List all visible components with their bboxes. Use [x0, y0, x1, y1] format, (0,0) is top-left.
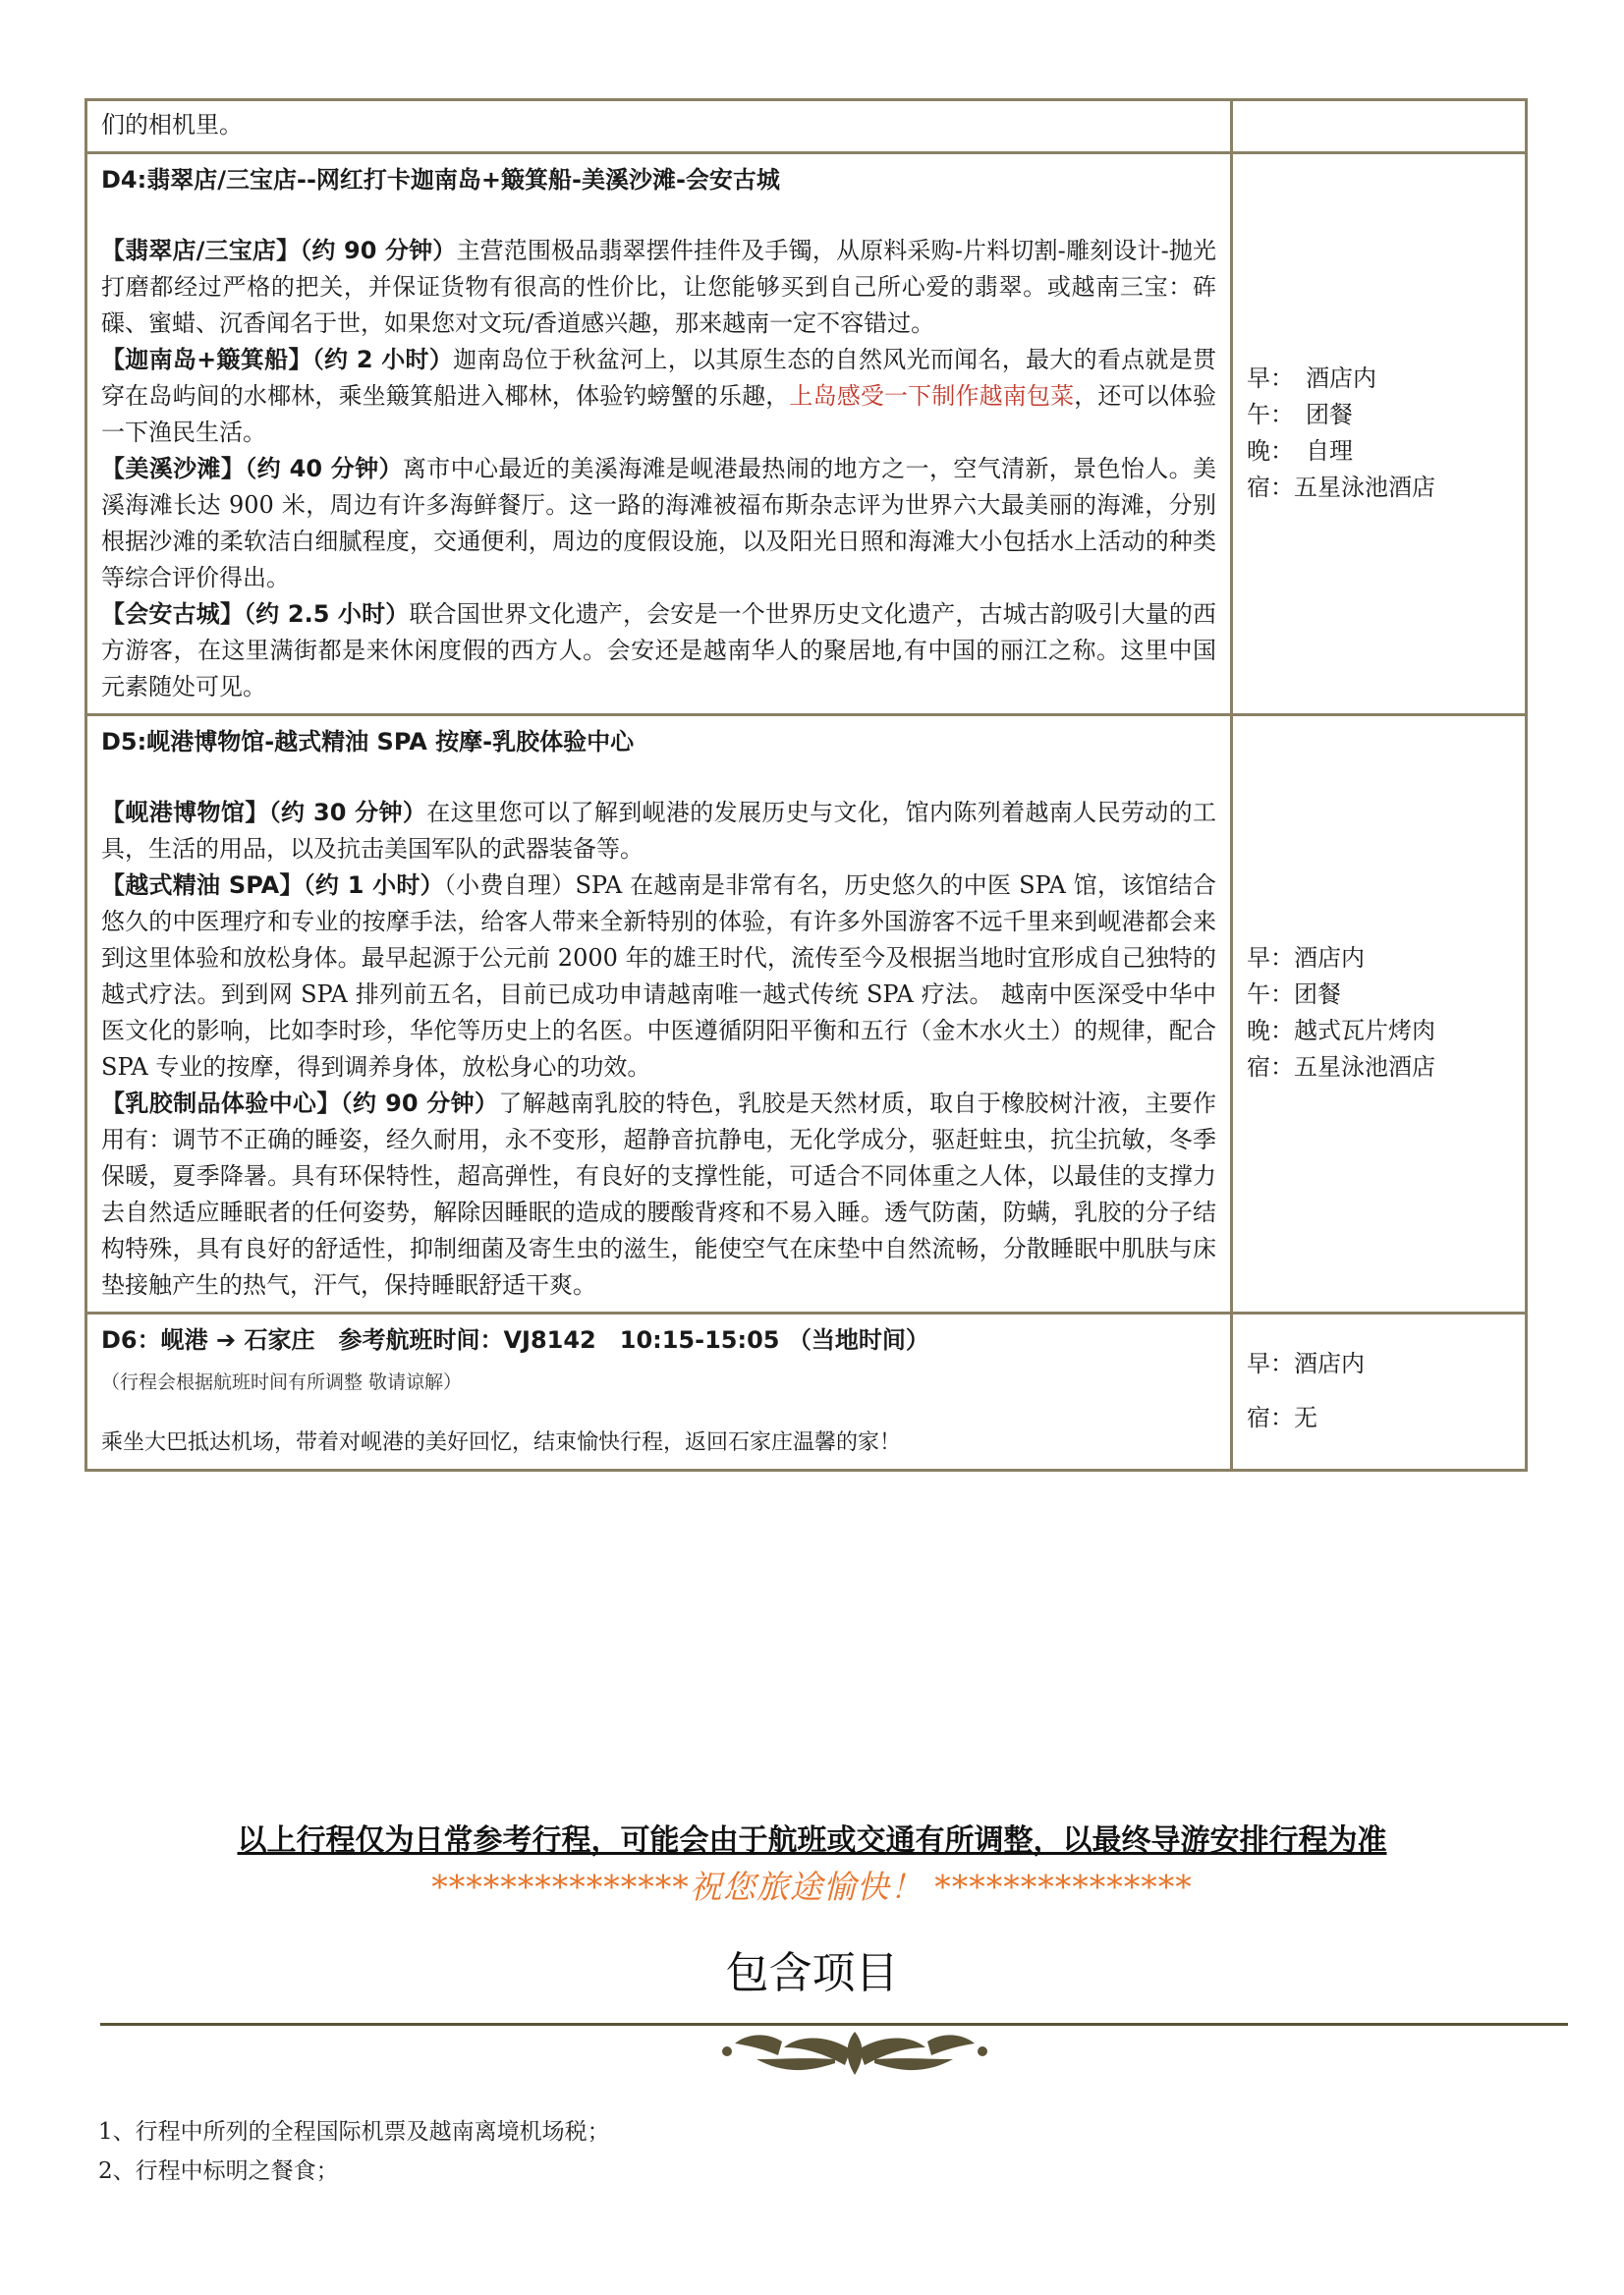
- d4-hoian-heading: 【会安古城】: [101, 600, 245, 628]
- section-title-included: 包含项目: [725, 1948, 899, 1998]
- d4-beach-duration: （约 40 分钟）: [245, 455, 403, 482]
- d5-spa-text: （小费自理）SPA 在越南是非常有名，历史悠久的中医 SPA 馆，该馆结合悠久的中医理疗和专业的按摩手法，给客人带来全新特别的体验，有许多外国游客不远千里来到岘港都会来到这里体验和放松身体。最早起源于公元前 2000 年的雄王时代，流传至今及根据当地时宜形成自己独特的越式疗法。到到网 SPA 排列前五名，目前已成功申请越南唯一越式传统 SPA 疗法。 越南中医深受中华中医文化的影响，比如李时珍，华佗等历史上的名医。中医遵循阴阳平衡和五行（金木水火土）的规律，配合 SPA 专业的按摩，得到调养身体，放松身心的功效。: [101, 871, 1216, 1081]
- d4-content-cell: [86, 153, 1232, 715]
- d5-spa-heading: 【越式精油 SPA】: [101, 871, 304, 899]
- d5-spa-duration: （约 1 小时）: [303, 871, 444, 899]
- d4-meal-stay: 宿：五星泳池酒店: [1247, 473, 1435, 501]
- list-item: 2、行程中标明之餐食；: [98, 2158, 339, 2184]
- d4-jade-text: 主营范围极品翡翠摆件挂件及手镯，从原料采购-片料切割-雕刻设计-抛光打磨都经过严格的把关，并保证货物有很高的性价比，让您能够买到自己所心爱的翡翠。或越南三宝：砗磲、蜜蜡、沉香闻名于世，如果您对文玩/香道感兴趣，那来越南一定不容错过。: [101, 237, 1217, 337]
- d4-meal-cell: [1232, 153, 1527, 715]
- d5-content-cell: [86, 715, 1232, 1314]
- d5-paragraph-museum: [101, 795, 1216, 868]
- table-row-d5: [86, 715, 1527, 1314]
- list-item: 1、行程中所列的全程国际机票及越南离境机场税；: [98, 2119, 610, 2145]
- d5-meal-lunch: 午：团餐: [1247, 980, 1341, 1008]
- d3-tail-meal-cell: [1232, 100, 1527, 153]
- table-row-d4: [86, 153, 1527, 715]
- section-divider: [100, 2023, 1568, 2026]
- d4-island-tail: ，还可以体验一下渔民生活。: [101, 382, 1217, 446]
- d5-museum-text: 在这里您可以了解到岘港的发展历史与文化，馆内陈列着越南人民劳动的工具，生活的用品，以及抗击美国军队的武器装备等。: [101, 799, 1217, 863]
- table-row-d3-tail: [86, 100, 1527, 153]
- d4-island-duration: （约 2 小时）: [311, 346, 454, 373]
- d4-paragraph-jade: [101, 233, 1216, 342]
- itinerary-table: [84, 98, 1528, 1472]
- d6-meal-gap: [1247, 1382, 1511, 1400]
- d4-jade-duration: （约 90 分钟）: [300, 237, 457, 264]
- d4-hoian-text: 联合国世界文化遗产，会安是一个世界历史文化遗产，古城古韵吸引大量的西方游客，在这里满街都是来休闲度假的西方人。会安还是越南华人的聚居地,有中国的丽江之称。这里中国元素随处可见。: [101, 600, 1217, 700]
- d4-island-heading: 【迦南岛+簸箕船】: [101, 346, 312, 373]
- d5-latex-duration: （约 90 分钟）: [340, 1090, 499, 1117]
- d4-meal-breakfast: 早： 酒店内: [1247, 364, 1376, 392]
- included-items-list: [98, 2112, 610, 2191]
- d6-meal-stay: 宿：无: [1247, 1403, 1317, 1431]
- d4-title: D4:翡翠店/三宝店--网红打卡迦南岛+簸箕船-美溪沙滩-会安古城: [101, 166, 780, 194]
- d4-beach-text: 离市中心最近的美溪海滩是岘港最热闹的地方之一，空气清新，景色怡人。美溪海滩长达 900 米，周边有许多海鲜餐厅。这一路的海滩被福布斯杂志评为世界六大最美丽的海滩，分别根据沙滩的柔软洁白细腻程度，交通便利，周边的度假设施，以及阳光日照和海滩大小包括水上活动的种类等综合评价得出。: [101, 455, 1217, 591]
- d5-title: D5:岘港博物馆-越式精油 SPA 按摩-乳胶体验中心: [101, 728, 635, 756]
- d4-island-text: 迦南岛位于秋盆河上，以其原生态的自然风光而闻名，最大的看点就是贯穿在岛屿间的水椰林，乘坐簸箕船进入椰林，体验钓螃蟹的乐趣，: [101, 346, 1217, 410]
- d4-paragraph-island: [101, 342, 1216, 451]
- table-row-d6: [86, 1314, 1527, 1471]
- d4-hoian-duration: （约 2.5 小时）: [244, 600, 410, 628]
- d4-meal-lunch: 午： 团餐: [1247, 400, 1353, 428]
- d3-tail-cell: 们的相机里。: [86, 100, 1232, 153]
- d4-paragraph-beach: [101, 451, 1216, 596]
- d5-museum-duration: （约 30 分钟）: [268, 799, 427, 826]
- d5-latex-heading: 【乳胶制品体验中心】: [101, 1090, 341, 1117]
- d4-jade-heading: 【翡翠店/三宝店】: [101, 237, 301, 264]
- d6-text: 乘坐大巴抵达机场，带着对岘港的美好回忆，结束愉快行程，返回石家庄温馨的家！: [101, 1430, 902, 1455]
- d5-latex-text: 了解越南乳胶的特色，乳胶是天然材质，取自于橡胶树汁液，主要作用有：调节不正确的睡姿，经久耐用，永不变形，超静音抗静电，无化学成分，驱赶蛀虫，抗尘抗敏，冬季保暖，夏季降暑。具有环保特性，超高弹性，有良好的支撑性能，可适合不同体重之人体，以最佳的支撑力去自然适应睡眠者的任何姿势，解除因睡眠的造成的腰酸背疼和不易入睡。透气防菌，防螨，乳胶的分子结构特殊，具有良好的舒适性，抑制细菌及寄生虫的滋生，能使空气在床垫中自然流畅，分散睡眠中肌肤与床垫接触产生的热气，汗气，保持睡眠舒适干爽。: [101, 1090, 1217, 1299]
- d4-beach-heading: 【美溪沙滩】: [101, 455, 246, 482]
- d6-meal-cell: [1232, 1314, 1527, 1471]
- d5-meal-stay: 宿：五星泳池酒店: [1247, 1053, 1435, 1081]
- d5-meal-cell: [1232, 715, 1527, 1314]
- d5-paragraph-spa: [101, 868, 1216, 1086]
- d6-note: （行程会根据航班时间有所调整 敬请谅解）: [101, 1371, 463, 1393]
- floral-ornament-icon: [688, 2030, 1022, 2079]
- d5-paragraph-latex: [101, 1086, 1216, 1304]
- d6-title: D6：岘港 ➔ 石家庄 参考航班时间：VJ8142 10:15-15:05 （当地时间）: [101, 1326, 929, 1354]
- d6-content-cell: [86, 1314, 1232, 1471]
- d5-meal-breakfast: 早：酒店内: [1247, 944, 1365, 972]
- d4-meal-dinner: 晚： 自理: [1247, 436, 1353, 465]
- d4-paragraph-hoian: [101, 596, 1216, 705]
- itinerary-notice: 以上行程仅为日常参考行程，可能会由于航班或交通有所调整，以最终导游安排行程为准: [237, 1823, 1387, 1858]
- d4-island-highlight: 上岛感受一下制作越南包菜: [789, 382, 1075, 410]
- travel-wish: ***************祝您旅途愉快！ ***************: [431, 1868, 1193, 1906]
- d5-museum-heading: 【岘港博物馆】: [101, 799, 269, 826]
- d6-meal-breakfast: 早：酒店内: [1247, 1349, 1365, 1377]
- d5-meal-dinner: 晚：越式瓦片烤肉: [1247, 1017, 1435, 1044]
